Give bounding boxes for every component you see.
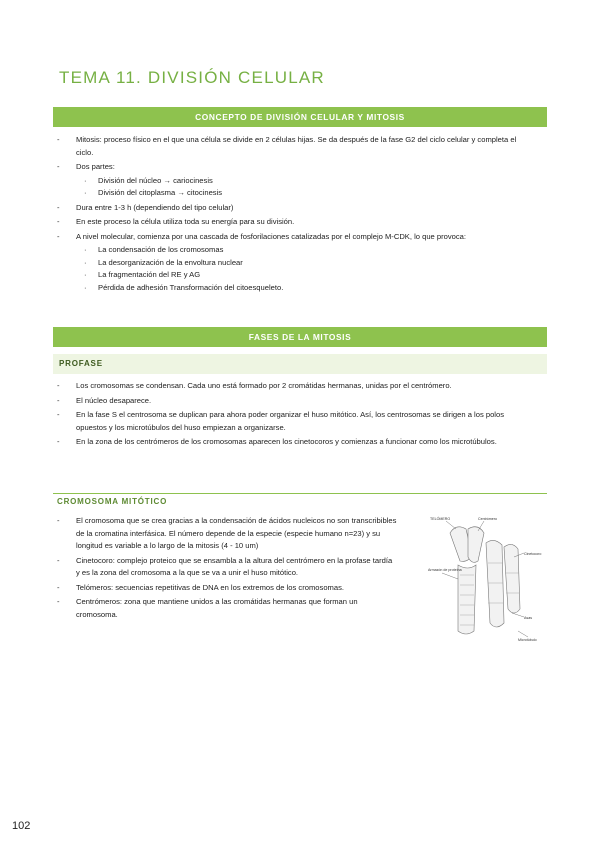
figure-label-microtubulo: Microtúbulo — [518, 638, 537, 642]
profase-list — [57, 380, 527, 451]
list-item: · La condensación de los cromosomas — [76, 244, 527, 257]
list-item: - En este proceso la célula utiliza toda su energía para su división. — [57, 216, 527, 229]
subsection-rule — [53, 493, 547, 494]
page-title: TEMA 11. DIVISIÓN CELULAR — [59, 68, 325, 87]
figure-label-cinetocoro: Cinetocoro — [524, 552, 542, 556]
section-heading-fases: FASES DE LA MITOSIS — [53, 327, 547, 347]
list-item: - Telómeros: secuencias repetitivas de DNA en los extremos de los cromosomas. — [57, 582, 397, 595]
list-item: - Los cromosomas se condensan. Cada uno está formado por 2 cromátidas hermanas, unidas por el centrómero. — [57, 380, 527, 393]
list-item: · Pérdida de adhesión Transformación del citoesqueleto. — [76, 282, 527, 295]
list-item: - Dura entre 1-3 h (dependiendo del tipo celular) — [57, 202, 527, 215]
page-number: 102 — [12, 820, 31, 832]
list-item: - Dos partes: · División del núcleo → cariocinesis · División del citoplasma → citocinesis — [57, 161, 527, 200]
list-item: · La fragmentación del RE y AG — [76, 269, 527, 282]
list-item: - En la zona de los centrómeros de los cromosomas aparecen los cinetocoros y comienzas a funcionar como los microtúbulos. — [57, 436, 527, 449]
section-heading-concepto: CONCEPTO DE DIVISIÓN CELULAR Y MITOSIS — [53, 107, 547, 127]
figure-label-armazon: Armazón de proteína — [428, 568, 462, 572]
list-item: · División del citoplasma → citocinesis — [76, 187, 527, 200]
list-item: - A nivel molecular, comienza por una cascada de fosforilaciones catalizadas por el complejo M-CDK, lo que provoca: · La condensación de los cromosomas · La desorganización de la envoltura nuclear · La fragmentación del RE y AG · Pérdida de adhesión Transformación del citoesqueleto. — [57, 231, 527, 295]
concepto-list — [57, 134, 527, 297]
list-item: - En la fase S el centrosoma se duplican para ahora poder organizar el huso mitótico. Así, los centrosomas se dirigen a los polos opuestos y los microtúbulos del huso empiezan a organizarse. — [57, 409, 527, 434]
list-item: - Mitosis: proceso físico en el que una célula se divide en 2 células hijas. Se da después de la fase G2 del ciclo celular y completa el ciclo. — [57, 134, 527, 159]
list-item: - El núcleo desaparece. — [57, 395, 527, 408]
list-item: - El cromosoma que se crea gracias a la condensación de ácidos nucleicos no son transcribibles de la cromatina interfásica. El número depende de la especie (especie humano n=23) y su longitud es variable a lo largo de la mitosis (4 - 10 um) — [57, 515, 397, 553]
chromosome-diagram — [428, 513, 548, 648]
list-item: - Cinetocoro: complejo proteico que se ensambla a la altura del centrómero en la profase tardía y es la zona del cromosoma a la que se va a unir el huso mitótico. — [57, 555, 397, 580]
list-item: · División del núcleo → cariocinesis — [76, 175, 527, 188]
figure-label-asa: Asas — [524, 616, 532, 620]
figure-label-centromero: Centrómero — [478, 517, 497, 521]
efectos-sublist — [76, 244, 527, 294]
figure-label-telomero: TELÓMERO — [430, 517, 451, 521]
list-item: - Centrómeros: zona que mantiene unidos a las cromátidas hermanas que forman un cromosoma. — [57, 596, 397, 621]
subsection-heading-cromosoma: CROMOSOMA MITÓTICO — [57, 497, 168, 506]
cromosoma-list — [57, 515, 397, 623]
list-item: · La desorganización de la envoltura nuclear — [76, 257, 527, 270]
subsection-heading-profase: PROFASE — [53, 354, 547, 374]
partes-sublist — [76, 175, 527, 200]
